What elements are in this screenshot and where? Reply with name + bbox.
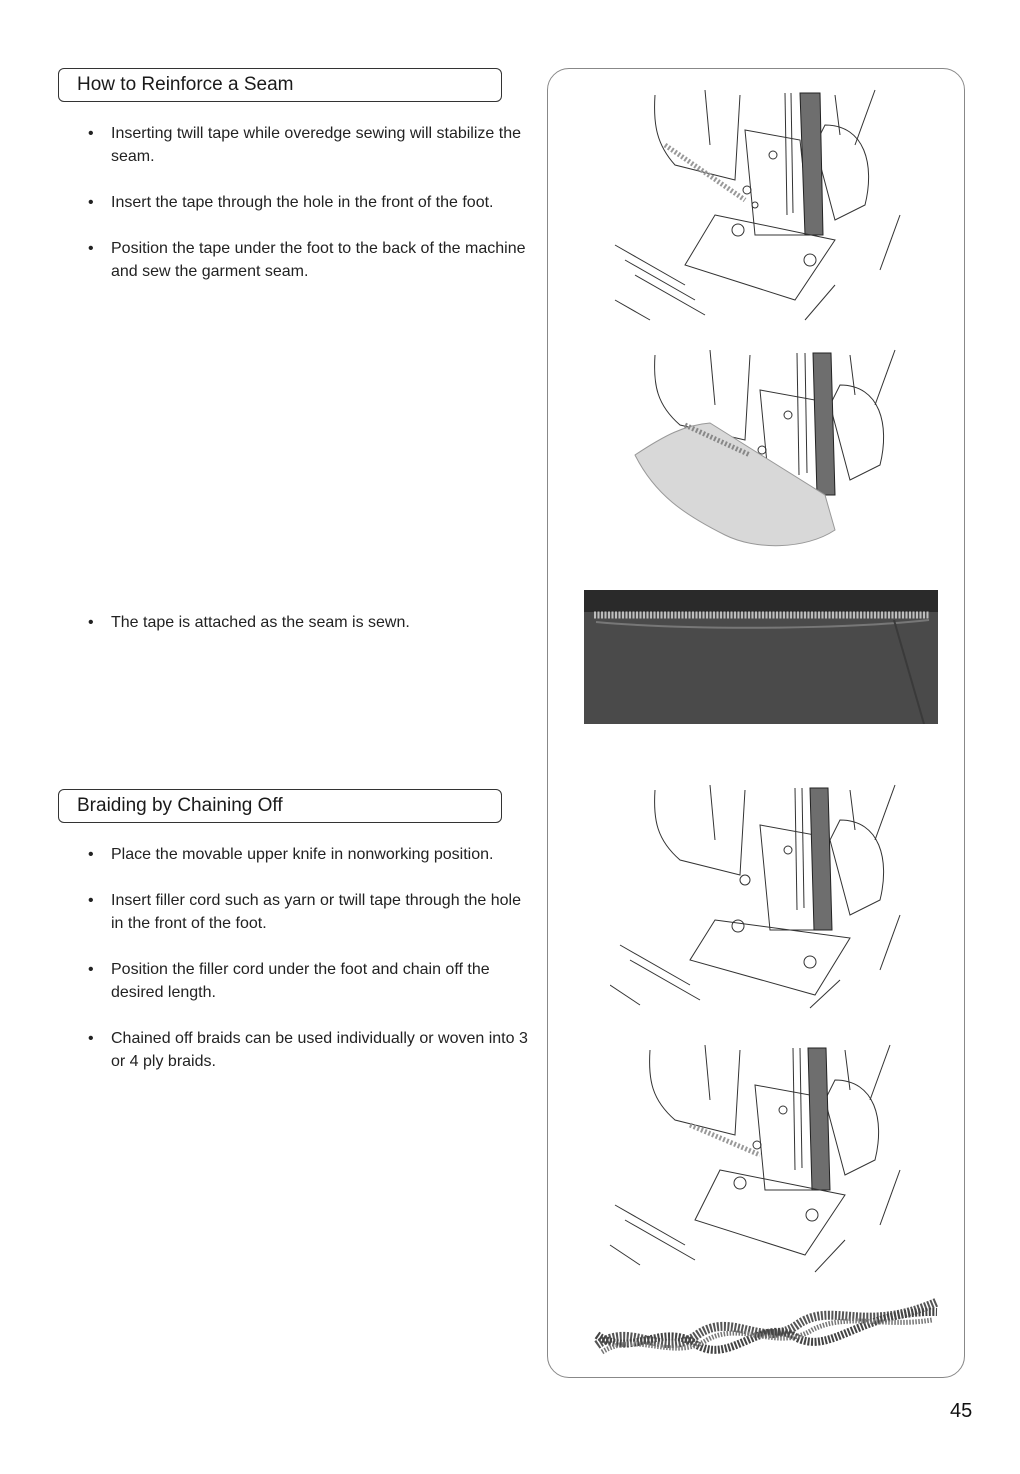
reinforce-seam-note: [88, 611, 528, 657]
list-item: • Chained off braids can be used individually or woven into 3 or 4 ply braids.: [88, 1027, 528, 1073]
list-item: • Inserting twill tape while overedge sewing will stabilize the seam.: [88, 122, 528, 168]
braid-illustration: [592, 1290, 942, 1365]
list-item: • Place the movable upper knife in nonworking position.: [88, 843, 528, 866]
section-title-reinforce-seam: How to Reinforce a Seam: [58, 68, 502, 102]
list-item: • The tape is attached as the seam is sewn.: [88, 611, 528, 634]
seam-stitch-graphic: [584, 590, 938, 724]
tape-through-foot-illustration: [595, 85, 925, 325]
braiding-steps: [88, 843, 528, 1096]
sew-garment-seam-illustration: [625, 345, 925, 555]
cord-through-foot-illustration: [610, 780, 910, 1010]
list-item: • Position the tape under the foot to the back of the machine and sew the garment seam.: [88, 237, 528, 283]
section-title-braiding: Braiding by Chaining Off: [58, 789, 502, 823]
page-number: 45: [950, 1400, 973, 1422]
list-item: • Position the filler cord under the foot and chain off the desired length.: [88, 958, 528, 1004]
chaining-off-illustration: [600, 1040, 910, 1275]
sewn-seam-photo: [584, 590, 938, 724]
list-item: • Insert the tape through the hole in the front of the foot.: [88, 191, 528, 214]
reinforce-seam-steps: [88, 122, 528, 306]
list-item: • Insert filler cord such as yarn or twill tape through the hole in the front of the foot.: [88, 889, 528, 935]
